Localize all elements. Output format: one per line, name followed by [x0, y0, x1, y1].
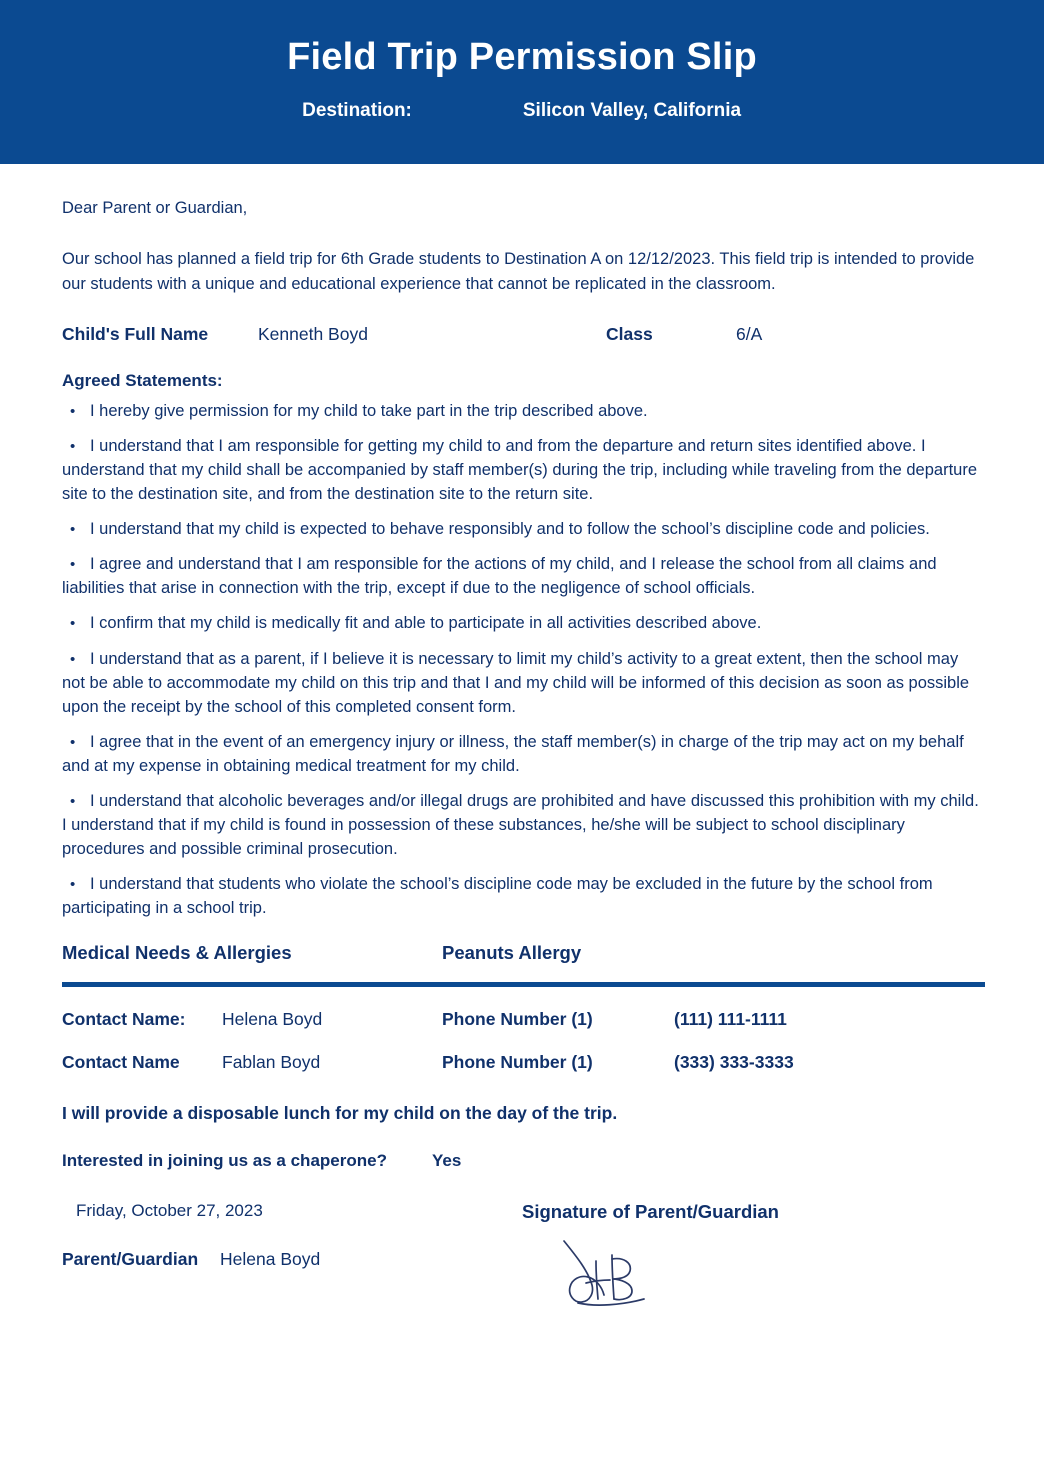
- child-info-row: [62, 324, 982, 345]
- document-header-banner: [0, 0, 1044, 164]
- signing-date: Friday, October 27, 2023: [76, 1201, 263, 1221]
- handwritten-signature-icon: [544, 1235, 982, 1320]
- bullet-icon: •: [70, 733, 76, 751]
- list-item: [62, 789, 982, 861]
- list-item: [62, 647, 982, 719]
- statement-text: I hereby give permission for my child to take part in the trip described above.: [90, 401, 648, 420]
- destination-value: Silicon Valley, California: [522, 99, 742, 121]
- phone-number-label: Phone Number (1): [442, 1052, 593, 1073]
- contact-name-value: Helena Boyd: [222, 1009, 323, 1030]
- bullet-icon: •: [70, 521, 76, 539]
- contact-name-value: Fablan Boyd: [222, 1052, 321, 1073]
- list-item: [62, 399, 982, 423]
- child-name-value: Kenneth Boyd: [258, 323, 368, 344]
- class-label: Class: [606, 323, 653, 344]
- medical-needs-row: [62, 942, 982, 964]
- bullet-icon: •: [70, 437, 76, 455]
- table-row: [62, 1052, 982, 1073]
- signature-left-column: [62, 1201, 522, 1270]
- statement-text: I agree that in the event of an emergency injury or illness, the staff member(s) in charge of the trip may act on my behalf and at my expense in obtaining medical treatment for my child.: [62, 732, 964, 775]
- lunch-statement: I will provide a disposable lunch for my child on the day of the trip.: [62, 1103, 618, 1124]
- statement-text: I understand that students who violate the school’s discipline code may be excluded in the future by the school from participating in a school trip.: [62, 875, 933, 918]
- parent-guardian-label: Parent/Guardian: [62, 1249, 199, 1270]
- destination-row: [0, 100, 1044, 122]
- intro-paragraph: Our school has planned a field trip for 6th Grade students to Destination A on 12/12/2023. This field trip is intended to provide our students with a unique and educational experience that cannot be replicated in the classroom.: [62, 249, 975, 294]
- medical-needs-label: Medical Needs & Allergies: [62, 942, 292, 964]
- page-title: Field Trip Permission Slip: [287, 36, 757, 78]
- statement-text: I understand that alcoholic beverages and/or illegal drugs are prohibited and have discussed this prohibition with my child. I understand that if my child is found in possession of these substances, he/she will be subject to school disciplinary procedures and possible criminal prosecution.: [62, 791, 979, 859]
- parent-guardian-row: [62, 1249, 522, 1270]
- contact-name-label: Contact Name: [62, 1052, 180, 1073]
- statement-text: I understand that I am responsible for getting my child to and from the departure and return sites identified above. I understand that my child shall be accompanied by staff member(s) during the trip, including while traveling from the departure site to the destination site, and from the destination site to the return site.: [62, 436, 978, 504]
- bullet-icon: •: [70, 556, 76, 574]
- chaperone-row: [62, 1151, 982, 1171]
- destination-label: Destination:: [302, 99, 412, 121]
- bullet-icon: •: [70, 402, 76, 420]
- bullet-icon: •: [70, 650, 76, 668]
- list-item: [62, 730, 982, 778]
- list-item: [62, 872, 982, 920]
- phone-number-value: (111) 111-1111: [674, 1009, 787, 1030]
- phone-number-value: (333) 333-3333: [674, 1052, 794, 1073]
- statement-text: I agree and understand that I am responsible for the actions of my child, and I release the school from all claims and liabilities that arise in connection with the trip, except if due to the negligence of school officials.: [62, 555, 937, 598]
- table-row: [62, 1009, 982, 1030]
- chaperone-question: Interested in joining us as a chaperone?: [62, 1151, 387, 1171]
- class-value: 6/A: [736, 323, 763, 344]
- bullet-icon: •: [70, 792, 76, 810]
- list-item: [62, 611, 982, 635]
- signature-block: [62, 1201, 982, 1320]
- list-item: [62, 552, 982, 600]
- phone-number-label: Phone Number (1): [442, 1009, 593, 1030]
- statement-text: I understand that my child is expected to behave responsibly and to follow the school’s discipline code and policies.: [90, 520, 930, 539]
- chaperone-answer: Yes: [432, 1151, 462, 1171]
- agreed-statements-list: [62, 399, 982, 920]
- agreed-statements-heading: Agreed Statements:: [62, 370, 223, 390]
- statement-text: I understand that as a parent, if I believe it is necessary to limit my child’s activity to a great extent, then the school may not be able to accommodate my child on this trip and that I and my child will be informed of this decision as soon as possible upon the receipt by the school of this completed consent form.: [62, 649, 970, 716]
- list-item: [62, 517, 982, 541]
- bullet-icon: •: [70, 876, 76, 894]
- signature-right-column: [522, 1201, 982, 1320]
- signature-title: Signature of Parent/Guardian: [522, 1201, 779, 1223]
- child-name-label: Child's Full Name: [62, 323, 209, 344]
- contact-name-label: Contact Name:: [62, 1009, 186, 1030]
- section-divider: [62, 982, 985, 987]
- bullet-icon: •: [70, 615, 76, 633]
- statement-text: I confirm that my child is medically fit and able to participate in all activities described above.: [90, 614, 762, 633]
- salutation-text: Dear Parent or Guardian,: [62, 199, 248, 217]
- list-item: [62, 434, 982, 506]
- parent-guardian-value: Helena Boyd: [220, 1249, 321, 1270]
- medical-needs-value: Peanuts Allergy: [442, 942, 582, 964]
- document-body: [0, 196, 1044, 1320]
